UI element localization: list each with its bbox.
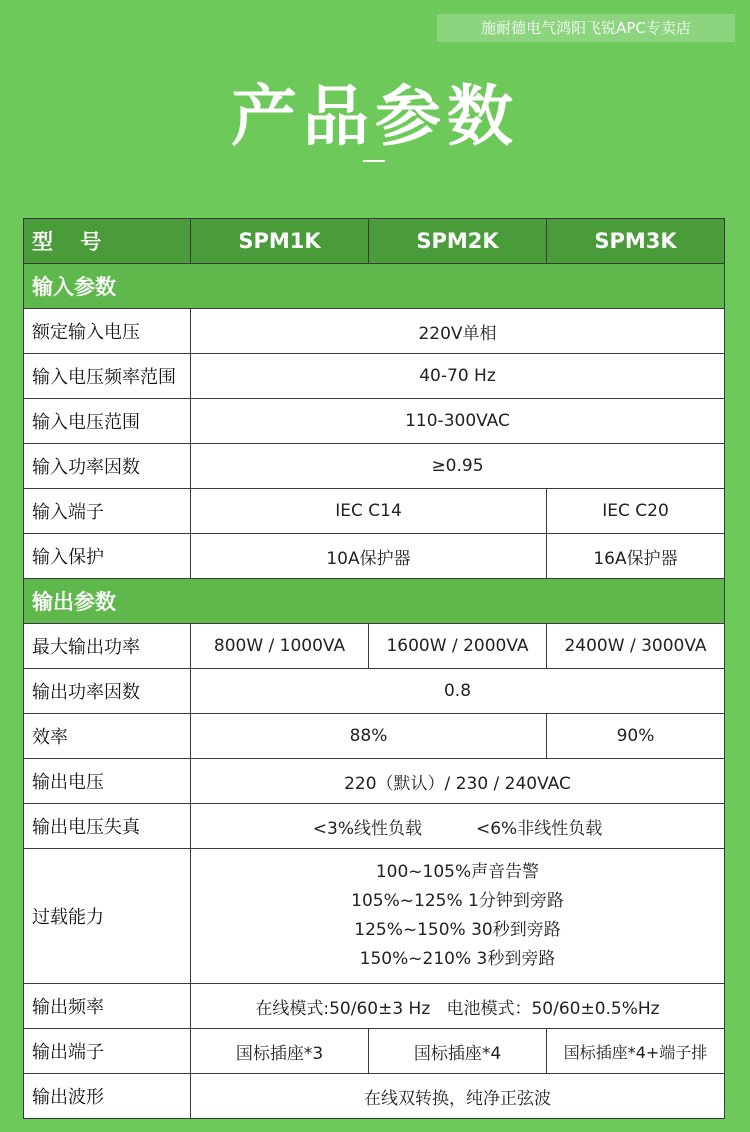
table-row <box>24 444 725 489</box>
row-value: 88% <box>191 714 547 759</box>
row-label: 输入端子 <box>24 489 191 534</box>
row-label: 输出频率 <box>24 984 191 1029</box>
row-value: 220（默认）/ 230 / 240VAC <box>191 759 725 804</box>
table-row <box>24 624 725 669</box>
row-label: 输入电压频率范围 <box>24 354 191 399</box>
section-input <box>24 264 725 309</box>
row-value: 国标插座*3 <box>191 1029 369 1074</box>
row-label: 最大输出功率 <box>24 624 191 669</box>
section-output <box>24 579 725 624</box>
overload-line: 125%~150% 30秒到旁路 <box>354 920 561 940</box>
distortion-linear: <3%线性负载 <box>312 818 422 839</box>
row-value: 10A保护器 <box>191 534 547 579</box>
model-spm3k: SPM3K <box>547 219 725 264</box>
row-value: IEC C14 <box>191 489 547 534</box>
row-label: 输入功率因数 <box>24 444 191 489</box>
table-row <box>24 669 725 714</box>
row-label: 过载能力 <box>24 849 191 984</box>
model-spm1k: SPM1K <box>191 219 369 264</box>
table-row <box>24 534 725 579</box>
page-title: 产品参数 <box>231 78 519 155</box>
row-value: 800W / 1000VA <box>191 624 369 669</box>
table-row <box>24 309 725 354</box>
table-row <box>24 804 725 849</box>
model-header-label: 型 号 <box>24 219 191 264</box>
overload-line: 100~105%声音告警 <box>375 862 540 882</box>
row-value: 40-70 Hz <box>191 354 725 399</box>
table-row <box>24 759 725 804</box>
row-label: 输出电压失真 <box>24 804 191 849</box>
table-row <box>24 1029 725 1074</box>
section-input-title: 输入参数 <box>24 264 725 309</box>
row-label: 输出波形 <box>24 1074 191 1119</box>
table-row <box>24 489 725 534</box>
row-label: 效率 <box>24 714 191 759</box>
row-value: 90% <box>547 714 725 759</box>
row-value: 国标插座*4+端子排 <box>547 1029 725 1074</box>
row-value: IEC C20 <box>547 489 725 534</box>
table-row <box>24 1074 725 1119</box>
row-label: 输入电压范围 <box>24 399 191 444</box>
row-value <box>191 849 725 984</box>
table-row <box>24 849 725 984</box>
row-label: 输出电压 <box>24 759 191 804</box>
row-value: 16A保护器 <box>547 534 725 579</box>
spec-table <box>23 218 725 1119</box>
table-row <box>24 399 725 444</box>
row-value: 0.8 <box>191 669 725 714</box>
row-value: 110-300VAC <box>191 399 725 444</box>
table-row <box>24 984 725 1029</box>
table-row <box>24 354 725 399</box>
row-value: 国标插座*4 <box>369 1029 547 1074</box>
section-output-title: 输出参数 <box>24 579 725 624</box>
row-value <box>191 804 725 849</box>
title-underline <box>363 160 385 162</box>
row-value: 在线模式:50/60±3 Hz 电池模式：50/60±0.5%Hz <box>191 984 725 1029</box>
row-label: 输入保护 <box>24 534 191 579</box>
row-value: 2400W / 3000VA <box>547 624 725 669</box>
row-value: 在线双转换，纯净正弦波 <box>191 1074 725 1119</box>
table-header-row <box>24 219 725 264</box>
store-badge: 施耐德电气鸿阳飞锐APC专卖店 <box>437 14 735 42</box>
row-label: 输出功率因数 <box>24 669 191 714</box>
table-row <box>24 714 725 759</box>
distortion-nonlinear: <6%非线性负载 <box>476 818 603 839</box>
row-value: 220V单相 <box>191 309 725 354</box>
row-value: 1600W / 2000VA <box>369 624 547 669</box>
overload-line: 105%~125% 1分钟到旁路 <box>351 891 564 911</box>
row-label: 输出端子 <box>24 1029 191 1074</box>
row-value: ≥0.95 <box>191 444 725 489</box>
model-spm2k: SPM2K <box>369 219 547 264</box>
overload-line: 150%~210% 3秒到旁路 <box>359 949 556 969</box>
row-label: 额定输入电压 <box>24 309 191 354</box>
